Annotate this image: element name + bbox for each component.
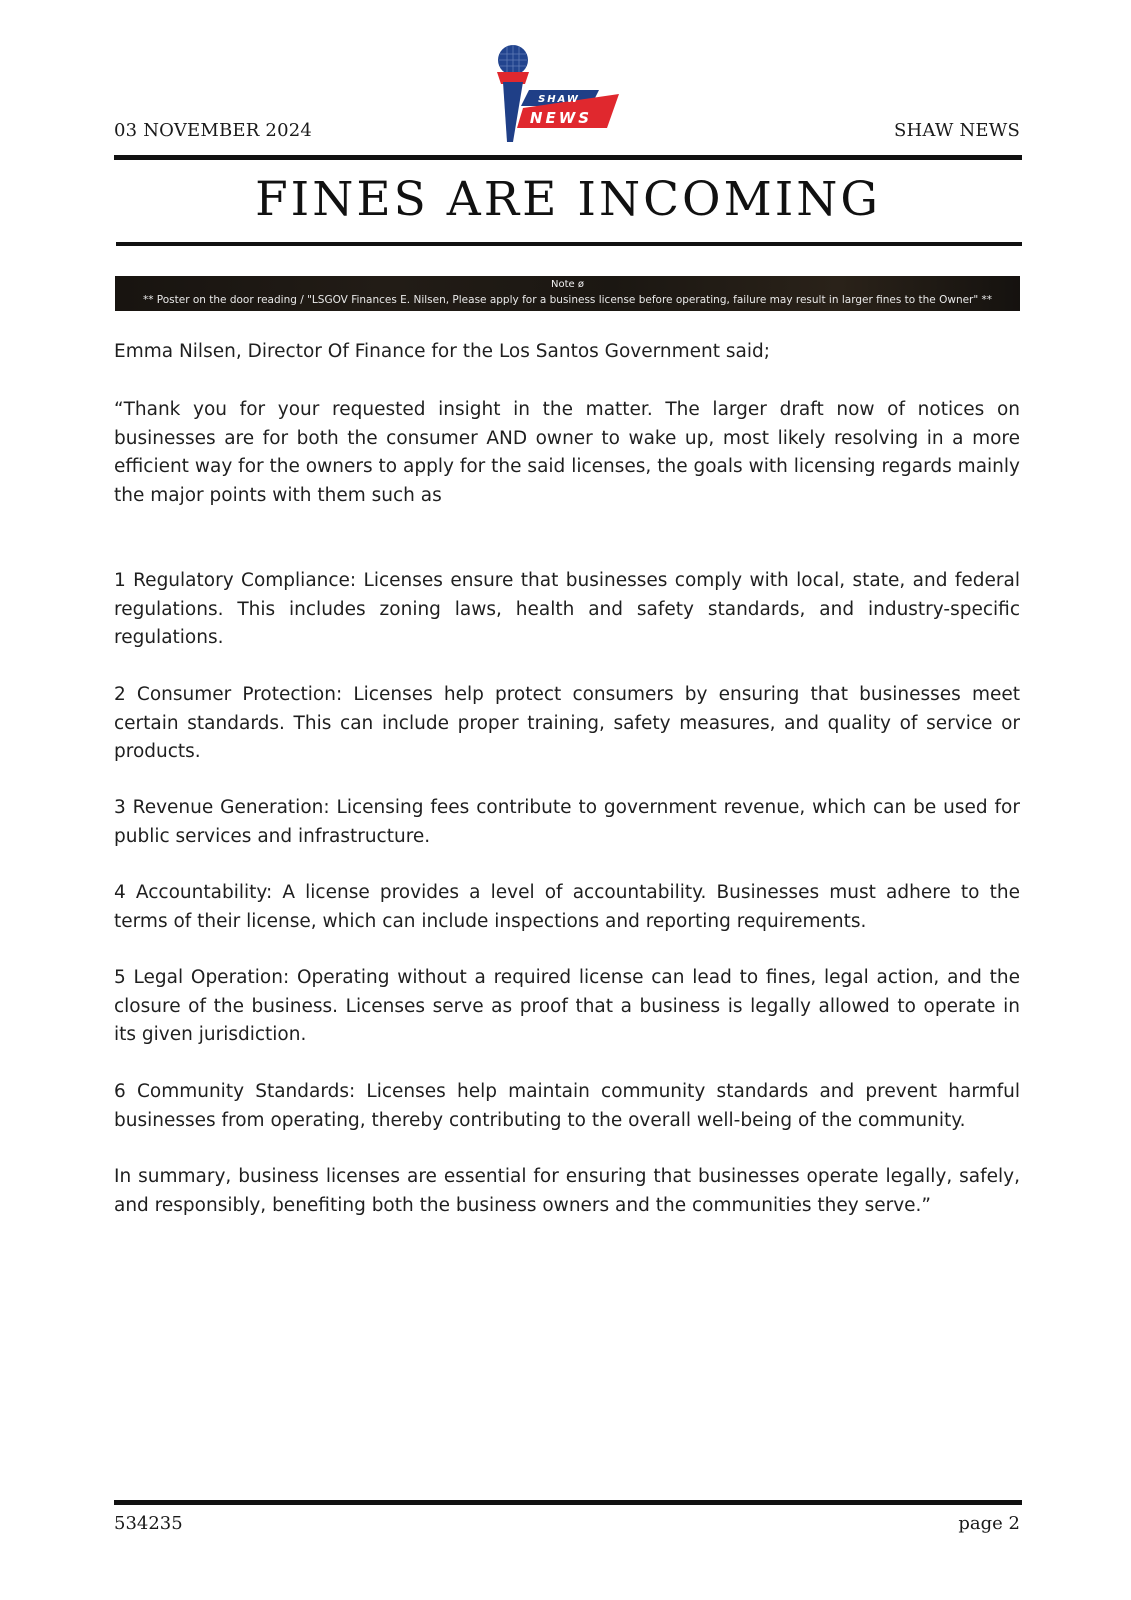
article-intro: Emma Nilsen, Director Of Finance for the Los Santos Government said; <box>114 341 771 362</box>
article-quote-open: “Thank you for your requested insight in the matter. The larger draft now of notices on businesses are for both the consumer AND owner to wake up, most likely resolving in a more efficient way for the owners to apply for the said licenses, the goals with licensing regards mainly the major points with them such as <box>114 399 1020 506</box>
note-image <box>115 276 1020 311</box>
issue-date: 03 NOVEMBER 2024 <box>114 120 313 141</box>
note-title: Note ø <box>551 279 584 290</box>
masthead-rule <box>114 155 1022 160</box>
article-summary: In summary, business licenses are essential for ensuring that businesses operate legally, safely, and responsibly, benefiting both the business owners and the communities they serve.” <box>114 1166 1020 1216</box>
article-point: 2 Consumer Protection: Licenses help protect consumers by ensuring that businesses meet certain standards. This can include proper training, safety measures, and quality of service or products. <box>114 684 1020 762</box>
microphone-handle-icon <box>503 82 523 142</box>
headline: FINES ARE INCOMING <box>255 172 881 227</box>
shaw-news-logo <box>495 42 635 152</box>
page-number: page 2 <box>958 1513 1020 1534</box>
article-point: 4 Accountability: A license provides a level of accountability. Businesses must adhere to the terms of their license, which can include inspections and reporting requirements. <box>114 882 1020 932</box>
article-point: 1 Regulatory Compliance: Licenses ensure that businesses comply with local, state, and federal regulations. This includes zoning laws, health and safety standards, and industry-specific regulations. <box>114 570 1020 648</box>
footer-id: 534235 <box>114 1513 183 1534</box>
note-text: ** Poster on the door reading / "LSGOV Finances E. Nilsen, Please apply for a business license before operating, failure may result in larger fines to the Owner" ** <box>142 294 993 306</box>
paper-name: SHAW NEWS <box>893 120 1020 141</box>
article-point: 3 Revenue Generation: Licensing fees contribute to government revenue, which can be used for public services and infrastructure. <box>114 797 1020 847</box>
logo-text-top: SHAW <box>538 94 580 105</box>
article-point: 5 Legal Operation: Operating without a required license can lead to fines, legal action, and the closure of the business. Licenses serve as proof that a business is legally allowed to operate in its given jurisdiction. <box>114 967 1020 1045</box>
article-point: 6 Community Standards: Licenses help maintain community standards and prevent harmful businesses from operating, thereby contributing to the overall well-being of the community. <box>114 1081 1020 1131</box>
footer-rule <box>114 1500 1022 1505</box>
logo-text-bottom: NEWS <box>529 109 593 127</box>
headline-rule <box>116 242 1022 246</box>
